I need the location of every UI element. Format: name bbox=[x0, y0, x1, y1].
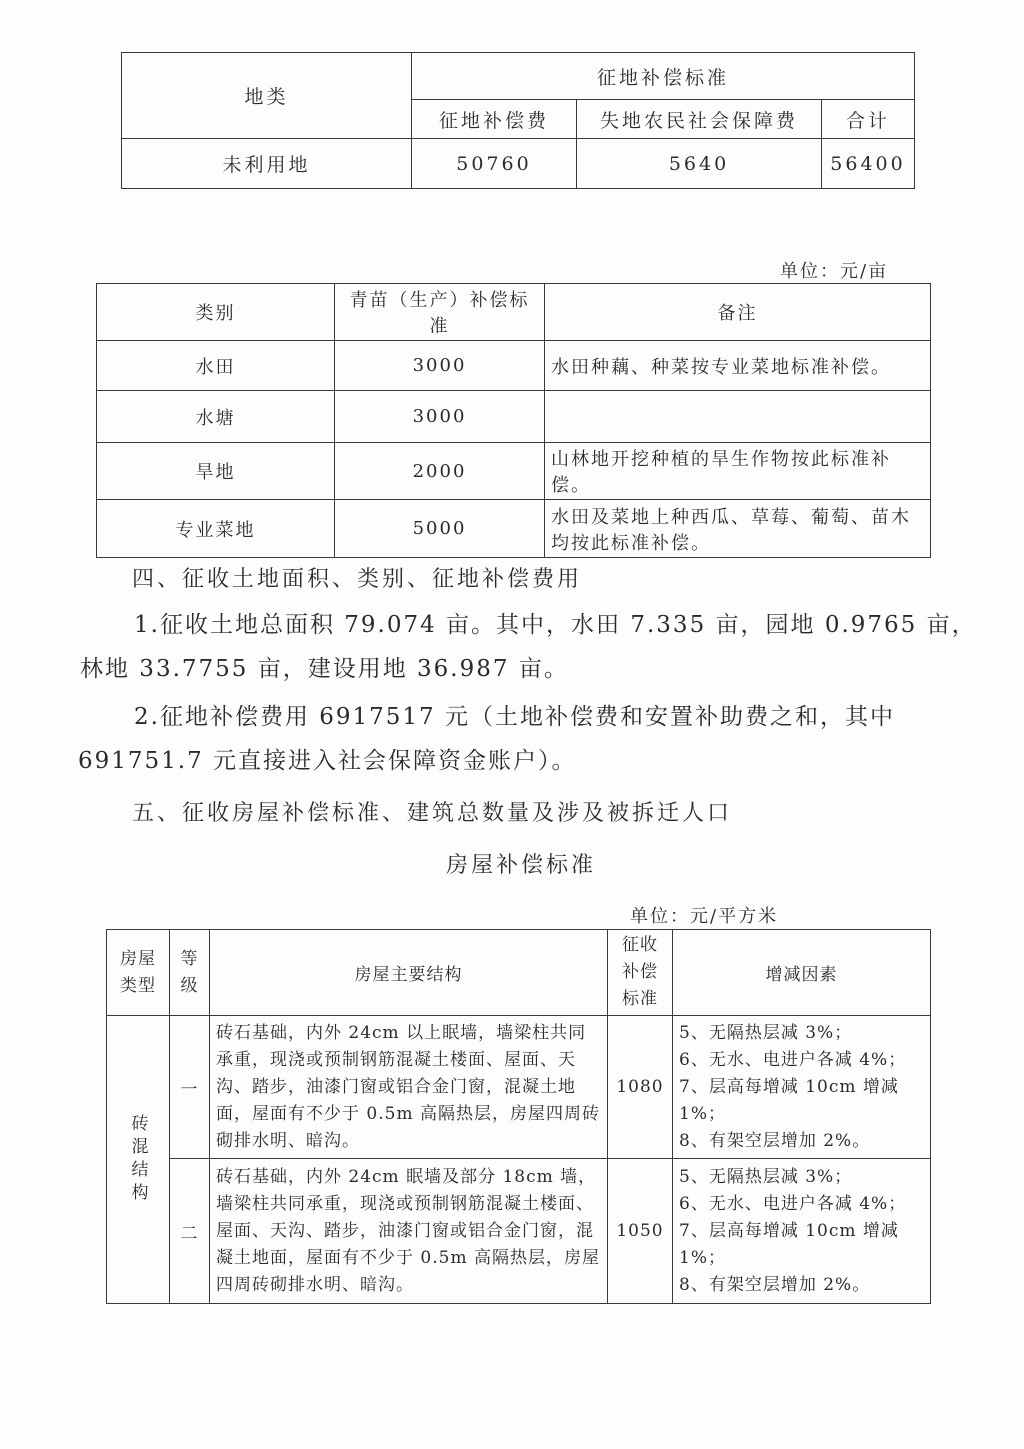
header-structure: 房屋主要结构 bbox=[210, 930, 608, 1016]
row-house-standard: 1080 bbox=[608, 1016, 673, 1159]
header-category: 类别 bbox=[97, 284, 335, 341]
cell-comp-fee: 50760 bbox=[412, 139, 577, 189]
row-remark: 山林地开挖种植的旱生作物按此标准补偿。 bbox=[545, 443, 931, 500]
row-standard: 3000 bbox=[335, 391, 545, 443]
row-structure: 砖石基础，内外 24cm 以上眠墙，墙梁柱共同承重，现浇或预制钢筋混凝土楼面、屋面、天沟、踏步，油漆门窗或铝合金门窗，混凝土地面，屋面有不少于 0.5m 高隔热层，房屋四周砖砌排水明、暗沟。 bbox=[210, 1016, 608, 1159]
row-grade: 一 bbox=[170, 1016, 210, 1159]
header-factors: 增减因素 bbox=[673, 930, 931, 1016]
header-grade-l2: 级 bbox=[180, 975, 199, 996]
cell-social-security: 5640 bbox=[577, 139, 822, 189]
header-house-standard-l1: 征收 bbox=[622, 935, 658, 955]
header-comp-fee: 征地补偿费 bbox=[412, 100, 577, 139]
row-standard: 2000 bbox=[335, 443, 545, 500]
house-table-title: 房屋补偿标准 bbox=[446, 853, 597, 878]
header-land-type: 地类 bbox=[122, 53, 412, 139]
factor-item: 6、无水、电进户各减 4%； bbox=[679, 1193, 907, 1214]
row-category: 专业菜地 bbox=[97, 500, 335, 558]
section4-heading: 四、征收土地面积、类别、征地补偿费用 bbox=[132, 567, 583, 592]
factor-item: 7、层高每增减 10cm 增减 1%； bbox=[679, 1220, 899, 1268]
factor-item: 6、无水、电进户各减 4%； bbox=[679, 1049, 907, 1070]
section5-heading: 五、征收房屋补偿标准、建筑总数量及涉及被拆迁人口 bbox=[132, 801, 733, 826]
header-remark: 备注 bbox=[545, 284, 931, 341]
row-category: 旱地 bbox=[97, 443, 335, 500]
header-grade bbox=[170, 930, 210, 1016]
row-label-unused-land: 未利用地 bbox=[122, 139, 412, 189]
header-crop-standard: 青苗（生产）补偿标准 bbox=[335, 284, 545, 341]
header-grade-l1: 等 bbox=[180, 948, 199, 969]
house-type-label: 砖混结构 bbox=[127, 1113, 148, 1206]
section4-p2-line1: 2.征地补偿费用 6917517 元（土地补偿费和安置补助费之和，其中 bbox=[134, 704, 895, 730]
cell-total: 56400 bbox=[822, 139, 915, 189]
section4-p2-line2: 691751.7 元直接进入社会保障资金账户）。 bbox=[78, 748, 577, 774]
row-remark: 水田及菜地上种西瓜、草莓、葡萄、苗木均按此标准补偿。 bbox=[545, 500, 931, 558]
factor-item: 5、无隔热层减 3%； bbox=[679, 1166, 853, 1187]
row-category: 水塘 bbox=[97, 391, 335, 443]
factor-item: 8、有架空层增加 2%。 bbox=[679, 1130, 871, 1151]
row-grade: 二 bbox=[170, 1159, 210, 1304]
header-house-standard bbox=[608, 930, 673, 1016]
header-total: 合计 bbox=[822, 100, 915, 139]
row-remark: 水田种藕、种菜按专业菜地标准补偿。 bbox=[545, 341, 931, 391]
house-compensation-table bbox=[106, 929, 931, 1304]
header-house-type bbox=[107, 930, 170, 1016]
row-standard: 3000 bbox=[335, 341, 545, 391]
crop-table-unit: 单位：元/亩 bbox=[780, 261, 889, 282]
crop-compensation-table bbox=[96, 283, 931, 558]
row-category: 水田 bbox=[97, 341, 335, 391]
header-house-standard-l3: 标准 bbox=[622, 989, 658, 1009]
row-factors bbox=[673, 1159, 931, 1304]
header-house-type-l2: 类型 bbox=[120, 975, 156, 996]
header-house-standard-l2: 补偿 bbox=[622, 962, 658, 982]
house-table-unit: 单位：元/平方米 bbox=[630, 906, 779, 927]
row-factors bbox=[673, 1016, 931, 1159]
factor-item: 7、层高每增减 10cm 增减 1%； bbox=[679, 1076, 899, 1124]
header-social-security: 失地农民社会保障费 bbox=[577, 100, 822, 139]
land-compensation-table bbox=[121, 52, 915, 189]
header-house-type-l1: 房屋 bbox=[120, 948, 156, 969]
header-compensation-standard: 征地补偿标准 bbox=[412, 53, 915, 100]
factor-item: 8、有架空层增加 2%。 bbox=[679, 1274, 871, 1295]
section4-p1-line2: 林地 33.7755 亩，建设用地 36.987 亩。 bbox=[80, 656, 569, 682]
factor-item: 5、无隔热层减 3%； bbox=[679, 1022, 853, 1043]
row-house-standard: 1050 bbox=[608, 1159, 673, 1304]
house-type-cell bbox=[107, 1016, 170, 1304]
row-standard: 5000 bbox=[335, 500, 545, 558]
row-structure: 砖石基础，内外 24cm 眠墙及部分 18cm 墙，墙梁柱共同承重，现浇或预制钢筋混凝土楼面、屋面、天沟、踏步，油漆门窗或铝合金门窗，混凝土地面，屋面有不少于 0.5m 高隔热层，房屋四周砖砌排水明、暗沟。 bbox=[210, 1159, 608, 1304]
row-remark bbox=[545, 391, 931, 443]
section4-p1-line1: 1.征收土地总面积 79.074 亩。其中，水田 7.335 亩，园地 0.9765 亩， bbox=[134, 612, 977, 638]
